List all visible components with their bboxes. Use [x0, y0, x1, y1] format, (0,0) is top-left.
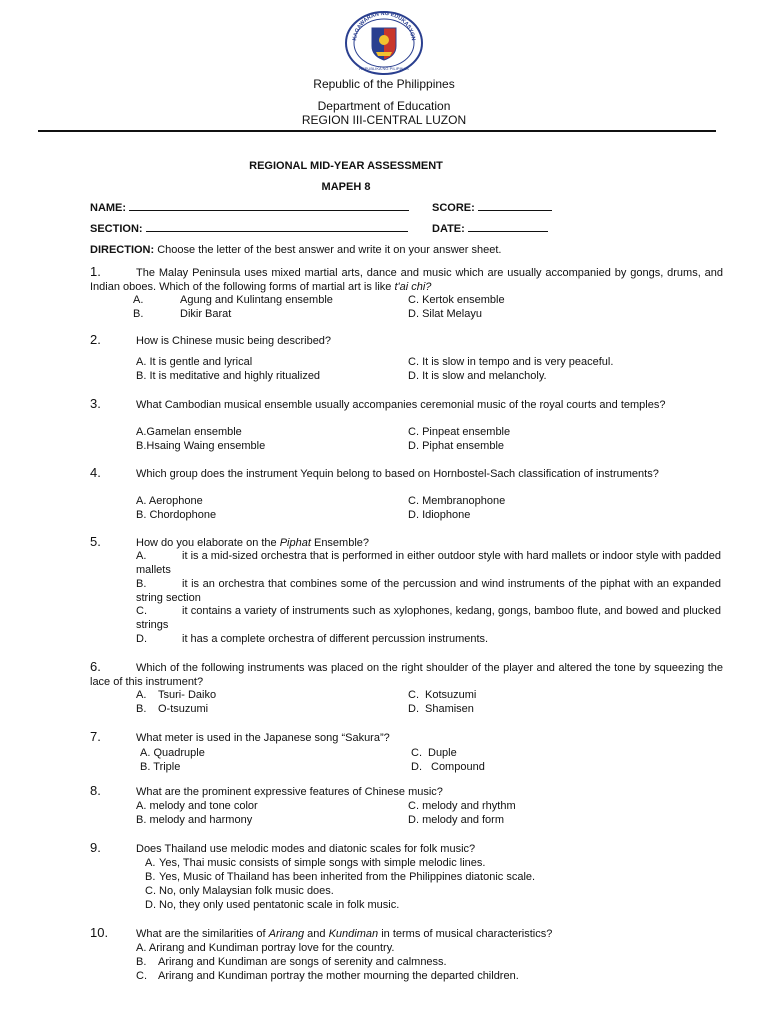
- question-text-italic: t'ai chi?: [394, 281, 432, 293]
- section-label: SECTION:: [90, 223, 143, 235]
- question-text: What meter is used in the Japanese song “Sakura”?: [136, 732, 390, 744]
- option-3d[interactable]: [408, 439, 504, 453]
- question-4: [90, 467, 723, 481]
- option-4a[interactable]: [136, 494, 203, 508]
- option-10b[interactable]: [136, 955, 447, 969]
- option-letter: C.: [145, 885, 156, 897]
- option-text: Arirang and Kundiman portray love for the country.: [148, 942, 395, 954]
- option-4c[interactable]: [408, 494, 505, 508]
- question-text: Does Thailand use melodic modes and diatonic scales for folk music?: [136, 843, 476, 855]
- name-field[interactable]: [90, 201, 409, 214]
- question-5: [90, 536, 723, 550]
- option-5a[interactable]: [136, 549, 721, 577]
- question-number: 1.: [90, 264, 101, 279]
- option-letter: D.: [408, 440, 419, 452]
- option-text: It is slow and melancholy.: [422, 370, 547, 382]
- option-text: melody and tone color: [149, 800, 258, 812]
- option-text: No, only Malaysian folk music does.: [159, 885, 334, 897]
- option-1d[interactable]: [408, 307, 482, 321]
- option-7b[interactable]: [140, 760, 180, 774]
- question-number: 9.: [90, 840, 101, 855]
- option-1c[interactable]: [408, 293, 505, 307]
- option-letter: B.: [136, 509, 147, 521]
- option-letter: D.: [145, 899, 156, 911]
- option-letter: C.: [408, 426, 419, 438]
- option-letter: B.: [145, 871, 156, 883]
- header-divider: [38, 130, 716, 132]
- option-letter: A.: [136, 426, 147, 438]
- question-number: 3.: [90, 396, 101, 411]
- question-9: [90, 842, 723, 856]
- question-text: What Cambodian musical ensemble usually accompanies ceremonial music of the royal courts and temples?: [136, 399, 666, 411]
- option-text: Yes, Thai music consists of simple songs with simple melodic lines.: [159, 857, 486, 869]
- option-text: it is an orchestra that combines some of the percussion and wind instruments of the piphat with an expanded string section: [136, 578, 721, 604]
- direction-label: DIRECTION:: [90, 244, 155, 256]
- option-text: It is gentle and lyrical: [149, 356, 253, 368]
- option-text: Gamelan ensemble: [146, 426, 242, 438]
- option-letter: D.: [408, 370, 419, 382]
- option-letter: D.: [408, 308, 419, 320]
- option-10a[interactable]: [136, 941, 394, 955]
- question-text: How do you elaborate on the: [136, 537, 280, 549]
- option-text: Triple: [153, 761, 181, 773]
- exam-title: REGIONAL MID-YEAR ASSESSMENT: [249, 160, 443, 172]
- score-blank[interactable]: [478, 201, 552, 211]
- option-text: Compound: [431, 761, 485, 773]
- option-letter: A.: [136, 942, 147, 954]
- option-text: It is meditative and highly ritualized: [149, 370, 321, 382]
- option-2c[interactable]: [408, 355, 613, 369]
- option-2b[interactable]: [136, 369, 320, 383]
- option-7d[interactable]: [411, 760, 485, 774]
- option-6a[interactable]: [136, 688, 216, 702]
- option-text: Agung and Kulintang ensemble: [180, 294, 333, 306]
- section-field[interactable]: [90, 222, 408, 235]
- svg-text:KAGAWARAN NG EDUKASYON: KAGAWARAN NG EDUKASYON: [352, 10, 416, 42]
- question-number: 2.: [90, 332, 101, 347]
- option-5d[interactable]: [136, 632, 721, 646]
- question-text: Which group does the instrument Yequin belong to based on Hornbostel-Sach classification of instruments?: [136, 468, 659, 480]
- date-blank[interactable]: [468, 222, 548, 232]
- option-8a[interactable]: [136, 799, 258, 813]
- option-letter: A.: [136, 689, 147, 701]
- option-letter: B.: [136, 814, 147, 826]
- question-number: 7.: [90, 729, 101, 744]
- option-8c[interactable]: [408, 799, 516, 813]
- option-letter: B.: [136, 703, 147, 715]
- option-letter: A.: [136, 356, 147, 368]
- option-3a[interactable]: [136, 425, 242, 439]
- option-letter: C.: [408, 800, 419, 812]
- option-text: Idiophone: [422, 509, 471, 521]
- option-9c[interactable]: [145, 884, 334, 898]
- question-text-italic: Arirang: [268, 928, 305, 940]
- option-3b[interactable]: [136, 439, 265, 453]
- option-letter: C.: [408, 689, 419, 701]
- score-field[interactable]: [432, 201, 552, 214]
- question-text: What are the prominent expressive features of Chinese music?: [136, 786, 443, 798]
- option-7a[interactable]: [140, 746, 205, 760]
- question-7: [90, 731, 723, 745]
- question-number: 5.: [90, 534, 101, 549]
- question-text: and: [304, 928, 329, 940]
- question-number: 10.: [90, 925, 109, 940]
- question-text: Which of the following instruments was placed on the right shoulder of the player and altered the tone by squeezing the lace of this instrument?: [90, 662, 723, 688]
- exam-subject: MAPEH 8: [321, 181, 371, 193]
- option-4d[interactable]: [408, 508, 470, 522]
- deped-seal-logo: [344, 10, 424, 76]
- option-text: Dikir Barat: [180, 308, 232, 320]
- option-8d[interactable]: [408, 813, 504, 827]
- question-text: Ensemble?: [310, 537, 370, 549]
- option-letter: A.: [140, 747, 151, 759]
- option-9b[interactable]: [145, 870, 535, 884]
- option-9d[interactable]: [145, 898, 399, 912]
- svg-text:REPUBLIKA NG PILIPINAS: REPUBLIKA NG PILIPINAS: [359, 66, 409, 71]
- option-3c[interactable]: [408, 425, 510, 439]
- option-text: Kotsuzumi: [425, 689, 477, 701]
- option-6c[interactable]: [408, 688, 476, 702]
- option-text: melody and harmony: [149, 814, 253, 826]
- option-letter: C.: [408, 495, 419, 507]
- option-letter: C.: [408, 294, 419, 306]
- option-text: Tsuri- Daiko: [158, 689, 217, 701]
- option-text: Pinpeat ensemble: [422, 426, 511, 438]
- option-text: it is a mid-sized orchestra that is performed in either outdoor style with hard mallets or indoor style with padded mallets: [136, 550, 721, 576]
- option-text: O-tsuzumi: [158, 703, 209, 715]
- question-6: [90, 661, 723, 689]
- option-1b[interactable]: [133, 307, 231, 321]
- option-2d[interactable]: [408, 369, 547, 383]
- option-text: Yes, Music of Thailand has been inherited from the Philippines diatonic scale.: [159, 871, 536, 883]
- header-region: REGION III-CENTRAL LUZON: [301, 113, 467, 127]
- option-letter: C.: [408, 356, 419, 368]
- option-5b[interactable]: [136, 577, 721, 605]
- option-text: Hsaing Waing ensemble: [146, 440, 266, 452]
- question-3: [90, 398, 723, 412]
- option-letter: C.: [136, 970, 147, 982]
- header-department: Department of Education: [317, 99, 451, 113]
- option-letter: D.: [136, 633, 147, 645]
- option-letter: D.: [411, 761, 422, 773]
- date-field[interactable]: [432, 222, 548, 235]
- option-letter: C.: [411, 747, 422, 759]
- name-label: NAME:: [90, 202, 127, 214]
- option-text: it has a complete orchestra of different percussion instruments.: [182, 633, 489, 645]
- header-republic: Republic of the Philippines: [313, 77, 455, 91]
- option-4b[interactable]: [136, 508, 216, 522]
- option-text: Shamisen: [425, 703, 474, 715]
- option-letter: B.: [136, 370, 147, 382]
- option-letter: B.: [136, 956, 147, 968]
- option-text: Arirang and Kundiman portray the mother mourning the departed children.: [158, 970, 519, 982]
- option-letter: B.: [136, 578, 147, 590]
- question-text: The Malay Peninsula uses mixed martial arts, dance and music which are usually accompanied by gongs, drums, and Indian oboes. Which of the following forms of martial art is like: [90, 267, 723, 293]
- option-letter: A.: [133, 294, 144, 306]
- option-text: Kertok ensemble: [422, 294, 505, 306]
- question-text: What are the similarities of: [136, 928, 269, 940]
- option-text: Arirang and Kundiman are songs of serenity and calmness.: [158, 956, 447, 968]
- question-number: 4.: [90, 465, 101, 480]
- question-8: [90, 785, 723, 799]
- option-10c[interactable]: [136, 969, 519, 983]
- option-1a[interactable]: [133, 293, 333, 307]
- option-letter: A.: [145, 857, 156, 869]
- date-label: DATE:: [432, 223, 465, 235]
- option-6d[interactable]: [408, 702, 474, 716]
- option-letter: B.: [136, 440, 147, 452]
- option-7c[interactable]: [411, 746, 457, 760]
- option-text: Aerophone: [148, 495, 203, 507]
- question-text: How is Chinese music being described?: [136, 335, 332, 347]
- option-2a[interactable]: [136, 355, 252, 369]
- option-letter: A.: [136, 550, 147, 562]
- question-text: in terms of musical characteristics?: [378, 928, 553, 940]
- direction-text: Choose the letter of the best answer and write it on your answer sheet.: [154, 244, 502, 256]
- name-blank[interactable]: [129, 201, 409, 211]
- option-text: Membranophone: [422, 495, 506, 507]
- question-10: [90, 927, 723, 941]
- section-blank[interactable]: [146, 222, 408, 232]
- option-letter: A.: [136, 800, 147, 812]
- score-label: SCORE:: [432, 202, 475, 214]
- option-letter: C.: [136, 605, 147, 617]
- option-text: Quadruple: [153, 747, 205, 759]
- option-6b[interactable]: [136, 702, 208, 716]
- question-text-italic: Piphat: [279, 537, 311, 549]
- option-text: No, they only used pentatonic scale in folk music.: [159, 899, 400, 911]
- option-5c[interactable]: [136, 604, 721, 632]
- option-8b[interactable]: [136, 813, 252, 827]
- option-letter: B.: [133, 308, 144, 320]
- option-letter: D.: [408, 814, 419, 826]
- question-text-italic: Kundiman: [328, 928, 379, 940]
- option-text: It is slow in tempo and is very peaceful.: [422, 356, 614, 368]
- option-9a[interactable]: [145, 856, 485, 870]
- option-letter: D.: [408, 703, 419, 715]
- question-number: 8.: [90, 783, 101, 798]
- option-text: Duple: [428, 747, 457, 759]
- option-letter: D.: [408, 509, 419, 521]
- option-letter: B.: [140, 761, 151, 773]
- option-letter: A.: [136, 495, 147, 507]
- question-number: 6.: [90, 659, 101, 674]
- option-text: Piphat ensemble: [422, 440, 505, 452]
- option-text: Chordophone: [149, 509, 217, 521]
- question-1: [90, 266, 723, 294]
- option-text: melody and rhythm: [422, 800, 516, 812]
- option-text: Silat Melayu: [422, 308, 482, 320]
- option-text: melody and form: [422, 814, 504, 826]
- question-2: [90, 334, 723, 348]
- option-text: it contains a variety of instruments such as xylophones, kedang, gongs, bamboo flute, and bowed and plucked strings: [136, 605, 721, 631]
- direction: [90, 244, 501, 256]
